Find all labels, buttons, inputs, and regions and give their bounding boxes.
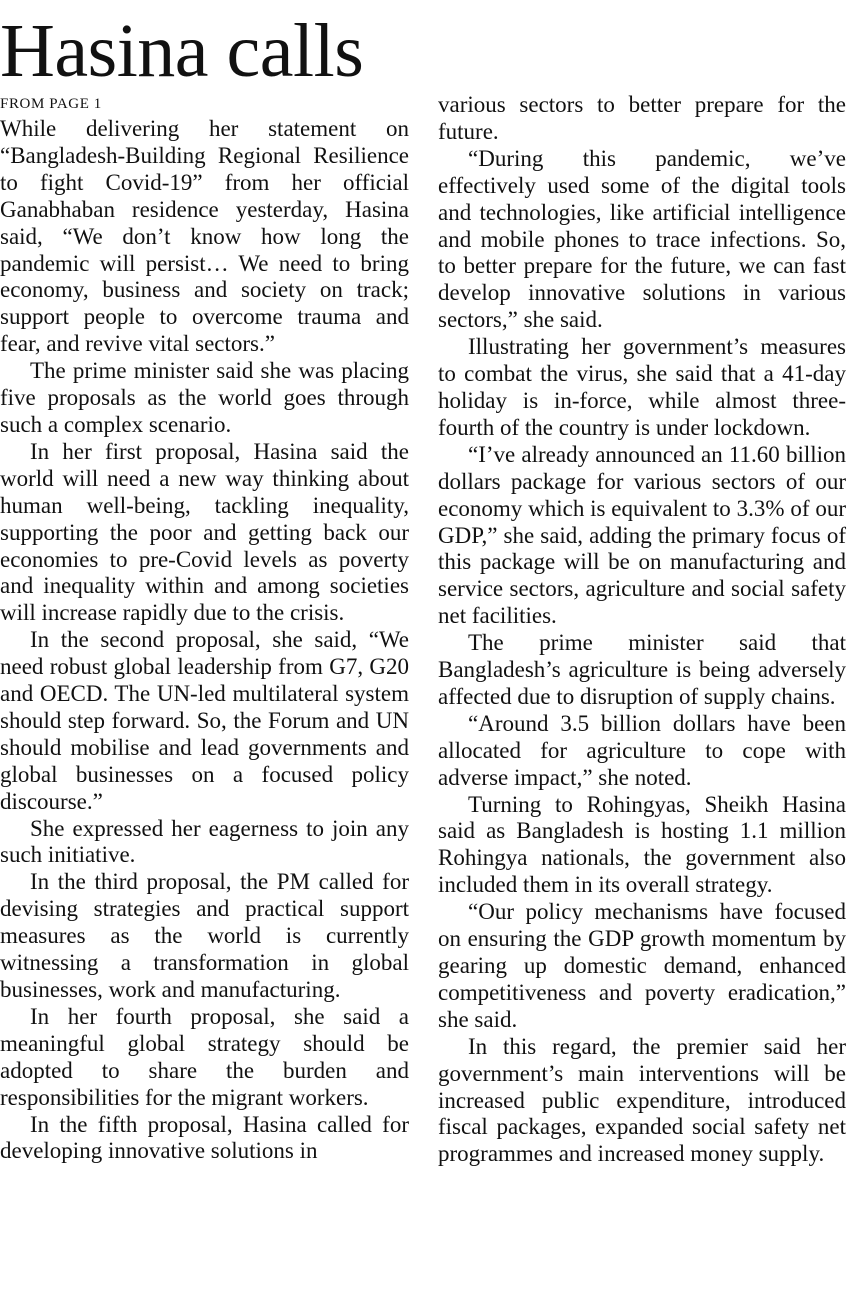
paragraph-8-continued: various sectors to better prepare for the future. xyxy=(438,92,846,144)
paragraph-1: While delivering her statement on “Bangladesh-Building Regional Resilience to fight Covid-19” from her official Ganabhaban residence yesterday, Hasina said, “We don’t know how long the pandemic will persist… We need to bring economy, business and society on track; support people to overcome trauma and fear, and revive vital sectors.” xyxy=(0,116,409,357)
article-column-right xyxy=(438,92,846,1168)
article-column-left xyxy=(0,92,409,1165)
paragraph-5: She expressed her eagerness to join any such initiative. xyxy=(0,815,409,868)
kicker-from-page: FROM PAGE 1 xyxy=(0,96,102,112)
paragraph-6: In the third proposal, the PM called for devising strategies and practical support measures as the world is currently witnessing a transformation in global businesses, work and manufacturing. xyxy=(0,869,409,1002)
paragraph-15: “Our policy mechanisms have focused on ensuring the GDP growth momentum by gearing up domestic demand, enhanced competitiveness and poverty eradication,” she said. xyxy=(438,899,846,1032)
paragraph-13: “Around 3.5 billion dollars have been allocated for agriculture to cope with adverse impact,” she noted. xyxy=(438,710,846,790)
paragraph-14: Turning to Rohingyas, Sheikh Hasina said as Bangladesh is hosting 1.1 million Rohingya nationals, the government also included them in its overall strategy. xyxy=(438,791,846,898)
paragraph-4: In the second proposal, she said, “We need robust global leadership from G7, G20 and OECD. The UN-led multilateral system should step forward. So, the Forum and UN should mobilise and lead governments and global businesses on a focused policy discourse.” xyxy=(0,627,409,814)
paragraph-11: “I’ve already announced an 11.60 billion dollars package for various sectors of our economy which is equivalent to 3.3% of our GDP,” she said, adding the primary focus of this package will be on manufacturing and service sectors, agriculture and social safety net facilities. xyxy=(438,441,846,629)
paragraph-8: In the fifth proposal, Hasina called for developing innovative solutions in xyxy=(0,1111,409,1164)
paragraph-7: In her fourth proposal, she said a meaningful global strategy should be adopted to share the burden and responsibilities for the migrant workers. xyxy=(0,1003,409,1110)
paragraph-12: The prime minister said that Bangladesh’s agriculture is being adversely affected due to disruption of supply chains. xyxy=(438,630,846,709)
paragraph-9: “During this pandemic, we’ve effectively used some of the digital tools and technologies, like artificial intelligence and mobile phones to trace infections. So, to better prepare for the future, we can fast develop innovative solutions in various sectors,” she said. xyxy=(438,145,846,333)
paragraph-16: In this regard, the premier said her government’s main interventions will be increased public expenditure, introduced fiscal packages, expanded social safety net programmes and increased money supply. xyxy=(438,1033,846,1167)
paragraph-3: In her first proposal, Hasina said the world will need a new way thinking about human well-being, tackling inequality, supporting the poor and getting back our economies to pre-Covid levels as poverty and inequality within and among societies will increase rapidly due to the crisis. xyxy=(0,438,409,626)
paragraph-2: The prime minister said she was placing five proposals as the world goes through such a complex scenario. xyxy=(0,358,409,437)
paragraph-10: Illustrating her government’s measures to combat the virus, she said that a 41-day holiday is in-force, while almost three-fourth of the country is under lockdown. xyxy=(438,334,846,440)
article-headline: Hasina calls xyxy=(0,9,364,93)
